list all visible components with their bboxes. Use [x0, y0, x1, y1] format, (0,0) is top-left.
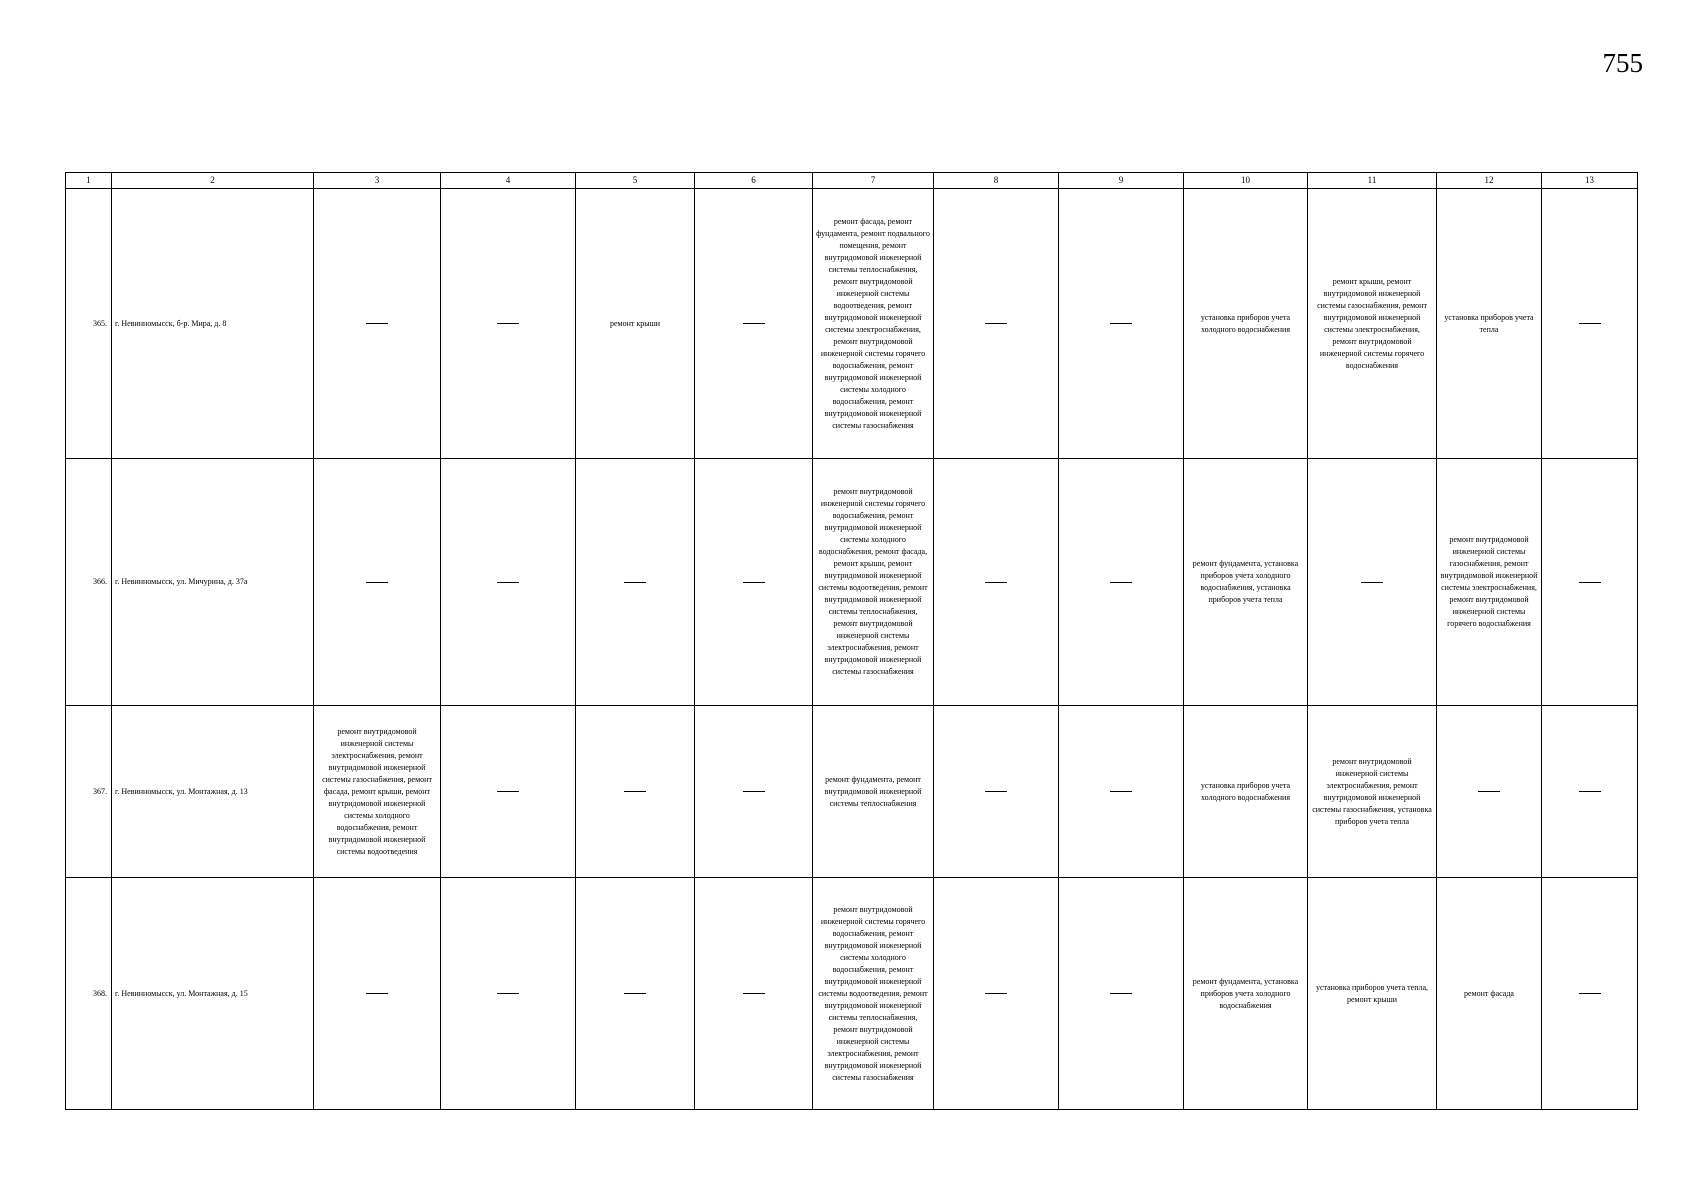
address-cell: г. Невинномысск, ул. Монтажная, д. 13: [112, 706, 314, 878]
dash-mark: [624, 582, 646, 583]
dash-mark: [366, 993, 388, 994]
cell-col-10: ремонт фундамента, установка приборов учета холодного водоснабжения, установка приборов учета тепла: [1184, 459, 1308, 706]
column-header: 7: [813, 173, 934, 189]
dash-mark: [1361, 582, 1383, 583]
dash-mark: [497, 582, 519, 583]
cell-col-9: [1059, 706, 1184, 878]
page-number: 755: [1602, 48, 1643, 78]
cell-col-6: [695, 878, 813, 1110]
cell-col-7: ремонт фасада, ремонт фундамента, ремонт подвального помещения, ремонт внутридомовой инженерной системы теплоснабжения, ремонт внутридомовой инженерной системы водоотведения, ремонт внутридомовой инженерной системы электроснабжения, ремонт внутридомовой инженерной системы горячего водоснабжения, ремонт внутридомовой инженерной системы холодного водоснабжения, ремонт внутридомовой инженерной системы газоснабжения: [813, 189, 934, 459]
cell-col-11: ремонт крыши, ремонт внутридомовой инженерной системы газоснабжения, ремонт внутридомовой инженерной системы электроснабжения, ремонт внутридомовой инженерной системы горячего водоснабжения: [1308, 189, 1437, 459]
cell-col-5: ремонт крыши: [576, 189, 695, 459]
cell-col-13: [1542, 189, 1638, 459]
row-number: 367.: [66, 706, 112, 878]
cell-col-6: [695, 706, 813, 878]
cell-col-13: [1542, 878, 1638, 1110]
column-header: 8: [934, 173, 1059, 189]
table-row: [66, 878, 1638, 1110]
column-header: 5: [576, 173, 695, 189]
table-row: [66, 189, 1638, 459]
column-header: 4: [441, 173, 576, 189]
cell-col-6: [695, 459, 813, 706]
dash-mark: [1579, 993, 1601, 994]
column-header: 12: [1437, 173, 1542, 189]
cell-col-7: ремонт внутридомовой инженерной системы горячего водоснабжения, ремонт внутридомовой инженерной системы холодного водоснабжения, ремонт фасада, ремонт крыши, ремонт внутридомовой инженерной системы водоотведения, ремонт внутридомовой инженерной системы теплоснабжения, ремонт внутридомовой инженерной системы электроснабжения, ремонт внутридомовой инженерной системы газоснабжения: [813, 459, 934, 706]
column-header: 2: [112, 173, 314, 189]
cell-col-10: ремонт фундамента, установка приборов учета холодного водоснабжения: [1184, 878, 1308, 1110]
table-body: [66, 189, 1638, 1110]
column-header: 1: [66, 173, 112, 189]
cell-col-10: установка приборов учета холодного водоснабжения: [1184, 706, 1308, 878]
cell-col-5: [576, 706, 695, 878]
cell-col-5: [576, 459, 695, 706]
cell-col-7: ремонт фундамента, ремонт внутридомовой инженерной системы теплоснабжения: [813, 706, 934, 878]
dash-mark: [624, 791, 646, 792]
dash-mark: [985, 993, 1007, 994]
dash-mark: [1110, 323, 1132, 324]
cell-col-12: ремонт внутридомовой инженерной системы газоснабжения, ремонт внутридомовой инженерной системы электроснабжения, ремонт внутридомовой инженерной системы горячего водоснабжения: [1437, 459, 1542, 706]
dash-mark: [497, 993, 519, 994]
address-cell: г. Невинномысск, ул. Мичурина, д. 37а: [112, 459, 314, 706]
cell-col-8: [934, 878, 1059, 1110]
dash-mark: [985, 582, 1007, 583]
table-row: [66, 459, 1638, 706]
dash-mark: [1579, 323, 1601, 324]
row-number: 366.: [66, 459, 112, 706]
dash-mark: [1110, 993, 1132, 994]
cell-col-13: [1542, 459, 1638, 706]
cell-col-3: [314, 878, 441, 1110]
dash-mark: [1110, 582, 1132, 583]
dash-mark: [743, 791, 765, 792]
dash-mark: [985, 791, 1007, 792]
column-number-row: [66, 173, 1638, 189]
cell-col-4: [441, 459, 576, 706]
cell-col-8: [934, 189, 1059, 459]
cell-col-12: установка приборов учета тепла: [1437, 189, 1542, 459]
cell-col-8: [934, 706, 1059, 878]
cell-col-4: [441, 878, 576, 1110]
cell-col-11: установка приборов учета тепла, ремонт крыши: [1308, 878, 1437, 1110]
dash-mark: [743, 323, 765, 324]
dash-mark: [1478, 791, 1500, 792]
dash-mark: [1110, 791, 1132, 792]
cell-col-13: [1542, 706, 1638, 878]
cell-col-11: [1308, 459, 1437, 706]
cell-col-10: установка приборов учета холодного водоснабжения: [1184, 189, 1308, 459]
cell-col-4: [441, 706, 576, 878]
column-header: 3: [314, 173, 441, 189]
column-header: 10: [1184, 173, 1308, 189]
cell-col-8: [934, 459, 1059, 706]
dash-mark: [624, 993, 646, 994]
dash-mark: [1579, 582, 1601, 583]
row-number: 365.: [66, 189, 112, 459]
dash-mark: [1579, 791, 1601, 792]
cell-col-9: [1059, 878, 1184, 1110]
dash-mark: [743, 582, 765, 583]
cell-col-7: ремонт внутридомовой инженерной системы горячего водоснабжения, ремонт внутридомовой инженерной системы холодного водоснабжения, ремонт внутридомовой инженерной системы водоотведения, ремонт внутридомовой инженерной системы теплоснабжения, ремонт внутридомовой инженерной системы электроснабжения, ремонт внутридомовой инженерной системы газоснабжения: [813, 878, 934, 1110]
dash-mark: [366, 323, 388, 324]
row-number: 368.: [66, 878, 112, 1110]
address-cell: г. Невинномысск, б-р. Мира, д. 8: [112, 189, 314, 459]
repair-schedule-table: [65, 172, 1638, 1110]
cell-col-3: ремонт внутридомовой инженерной системы электроснабжения, ремонт внутридомовой инженерной системы газоснабжения, ремонт фасада, ремонт крыши, ремонт внутридомовой инженерной системы холодного водоснабжения, ремонт внутридомовой инженерной системы водоотведения: [314, 706, 441, 878]
cell-col-6: [695, 189, 813, 459]
table-row: [66, 706, 1638, 878]
column-header: 11: [1308, 173, 1437, 189]
cell-col-4: [441, 189, 576, 459]
cell-col-11: ремонт внутридомовой инженерной системы электроснабжения, ремонт внутридомовой инженерной системы газоснабжения, установка приборов учета тепла: [1308, 706, 1437, 878]
cell-col-3: [314, 459, 441, 706]
cell-col-12: [1437, 706, 1542, 878]
column-header: 6: [695, 173, 813, 189]
dash-mark: [743, 993, 765, 994]
cell-col-9: [1059, 459, 1184, 706]
address-cell: г. Невинномысск, ул. Монтажная, д. 15: [112, 878, 314, 1110]
column-header: 13: [1542, 173, 1638, 189]
cell-col-3: [314, 189, 441, 459]
column-header: 9: [1059, 173, 1184, 189]
cell-col-12: ремонт фасада: [1437, 878, 1542, 1110]
dash-mark: [497, 791, 519, 792]
dash-mark: [985, 323, 1007, 324]
dash-mark: [497, 323, 519, 324]
dash-mark: [366, 582, 388, 583]
cell-col-5: [576, 878, 695, 1110]
cell-col-9: [1059, 189, 1184, 459]
